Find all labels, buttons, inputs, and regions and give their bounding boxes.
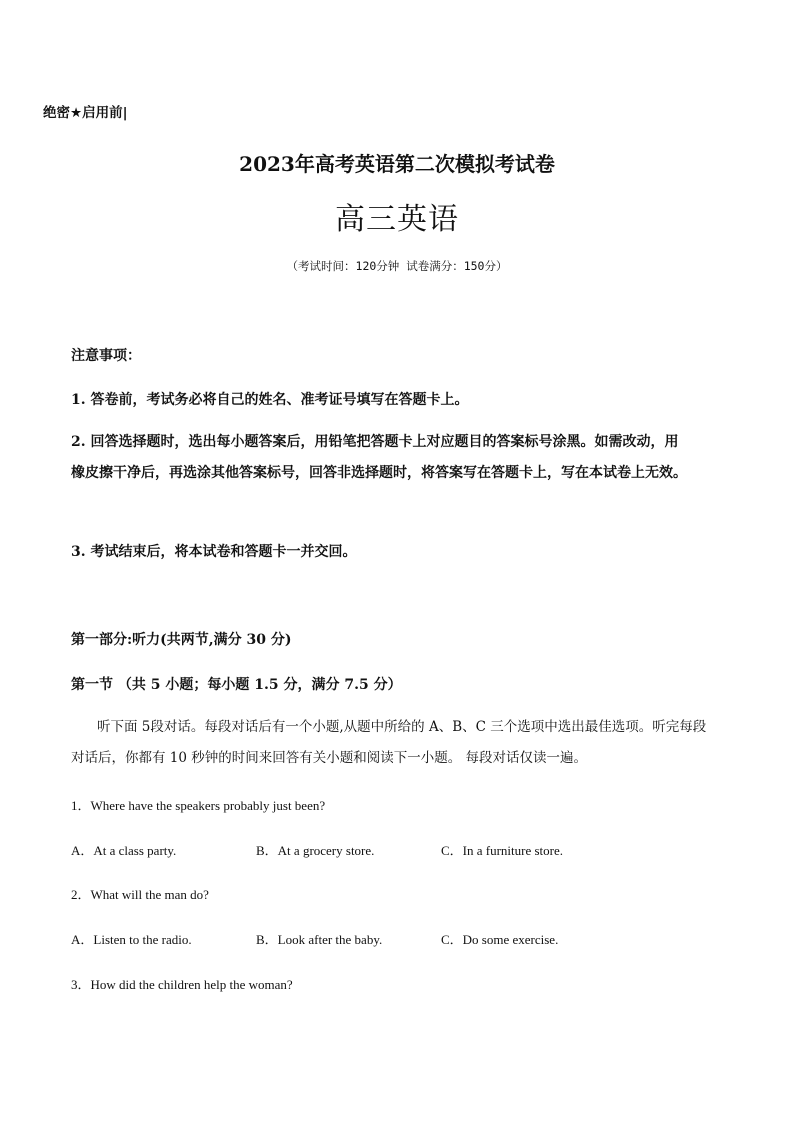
question-2-option-a: A．Listen to the radio. [71,932,192,947]
question-1-option-a: A．At a class party. [71,843,177,858]
question-1-option-c: C．In a furniture store. [441,843,564,858]
notice-heading: 注意事项： [71,348,141,364]
subject-title: 高三英语 [335,202,459,237]
question-3-stem: 3．How did the children help the woman? [71,977,293,992]
notice-item-2: 2. 回答选择题时，选出每小题答案后，用铅笔把答题卡上对应题目的答案标号涂黑。如需改动，用橡皮擦干净后，再选涂其他答案标号，回答非选择题时，将答案写在答题卡上，写在本试卷上无效。 [71,434,687,481]
confidential-label: 绝密★启用前| [43,105,128,121]
question-2-option-b: B．Look after the baby. [256,932,383,947]
question-1-option-b: B．At a grocery store. [256,843,375,858]
section-one-heading: 第一节 （共 5 小题；每小题 1.5 分，满分 7.5 分） [71,677,402,693]
notice-item-3: 3. 考试结束后，将本试卷和答题卡一并交回。 [71,544,357,560]
question-2-option-c: C．Do some exercise. [441,932,559,947]
exam-info: （考试时间：120分钟 试卷满分：150分） [286,259,508,273]
listening-instructions: 听下面 5段对话。每段对话后有一个小题,从题中所给的 A、B、C 三个选项中选出最佳选项。听完每段对话后，你都有 10 秒钟的时间来回答有关小题和阅读下一小题。 每段对话仅读一遍。 [71,719,707,766]
notice-item-1: 1. 答卷前，考试务必将自己的姓名、准考证号填写在答题卡上。 [71,392,469,408]
part-one-heading: 第一部分:听力(共两节,满分 30 分) [71,632,292,648]
question-2-stem: 2．What will the man do? [71,887,209,902]
question-1-stem: 1．Where have the speakers probably just been? [71,798,326,813]
exam-title: 2023年高考英语第二次模拟考试卷 [239,152,555,176]
